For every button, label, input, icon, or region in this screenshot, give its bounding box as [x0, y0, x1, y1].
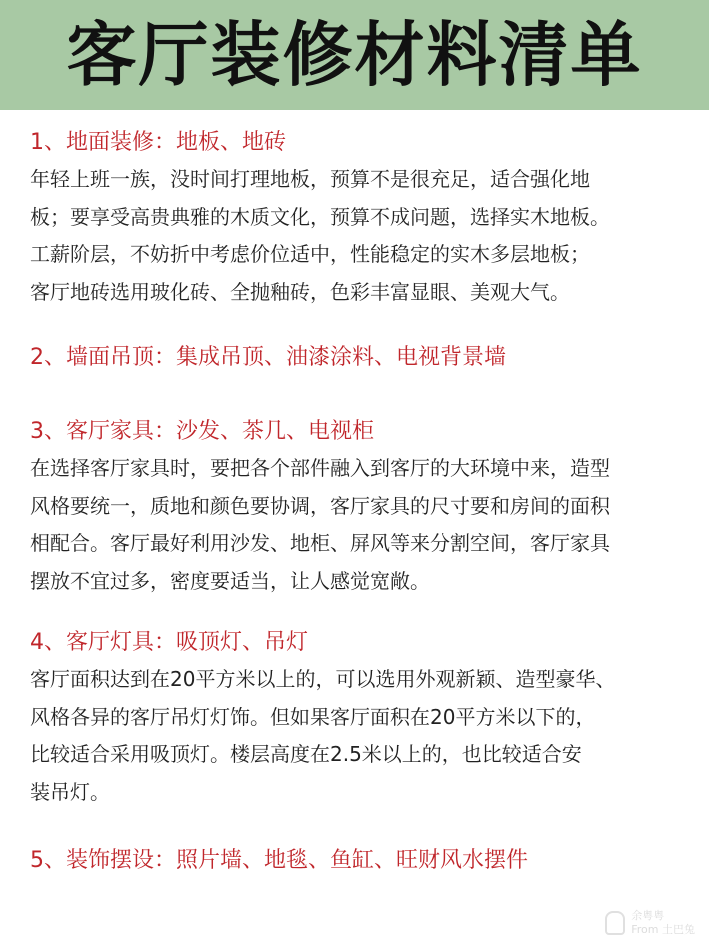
section-paragraph	[30, 661, 690, 811]
watermark-author: 余粤粤	[631, 909, 665, 922]
paragraph-line: 板；要享受高贵典雅的木质文化，预算不成问题，选择实木地板。	[30, 204, 610, 229]
section-heading: 3、客厅家具：沙发、茶几、电视柜	[30, 419, 374, 444]
paragraph-line: 摆放不宜过多，密度要适当，让人感觉宽敞。	[30, 568, 430, 593]
page-title: 客厅装修材料清单	[66, 14, 643, 96]
paragraph-line: 相配合。客厅最好利用沙发、地柜、屏风等来分割空间，客厅家具	[30, 531, 610, 555]
section-paragraph	[30, 161, 690, 311]
paragraph-line: 比较适合采用吸顶灯。楼层高度在2.5米以上的，也比较适合安	[30, 742, 582, 766]
section-heading: 1、地面装修：地板、地砖	[30, 130, 286, 155]
watermark-text	[631, 909, 695, 937]
section-floor	[30, 128, 690, 311]
watermark-logo-icon	[605, 911, 625, 935]
section-furniture	[30, 417, 690, 600]
paragraph-line: 客厅面积达到在20平方米以上的，可以选用外观新颖、造型豪华、	[30, 667, 616, 691]
section-heading: 5、装饰摆设：照片墙、地毯、鱼缸、旺财风水摆件	[30, 848, 528, 873]
paragraph-line: 工薪阶层，不妨折中考虑价位适中，性能稳定的实木多层地板；	[30, 242, 590, 266]
paragraph-line: 客厅地砖选用玻化砖、全抛釉砖，色彩丰富显眼、美观大气。	[30, 279, 570, 304]
section-decoration	[30, 846, 690, 876]
section-paragraph	[30, 450, 690, 600]
section-lighting	[30, 628, 690, 811]
paragraph-line: 年轻上班一族，没时间打理地板，预算不是很充足，适合强化地	[30, 167, 590, 191]
watermark	[605, 909, 695, 937]
paragraph-line: 风格要统一，质地和颜色要协调，客厅家具的尺寸要和房间的面积	[30, 493, 610, 518]
section-wall-ceiling	[30, 343, 690, 373]
paragraph-line: 在选择客厅家具时，要把各个部件融入到客厅的大环境中来，造型	[30, 456, 610, 480]
paragraph-line: 风格各异的客厅吊灯灯饰。但如果客厅面积在20平方米以下的，	[30, 704, 596, 729]
paragraph-line: 装吊灯。	[30, 779, 110, 804]
section-heading: 2、墙面吊顶：集成吊顶、油漆涂料、电视背景墙	[30, 345, 506, 370]
title-banner	[0, 0, 709, 110]
section-heading: 4、客厅灯具：吸顶灯、吊灯	[30, 630, 308, 655]
watermark-source: From 土巴兔	[631, 923, 695, 936]
